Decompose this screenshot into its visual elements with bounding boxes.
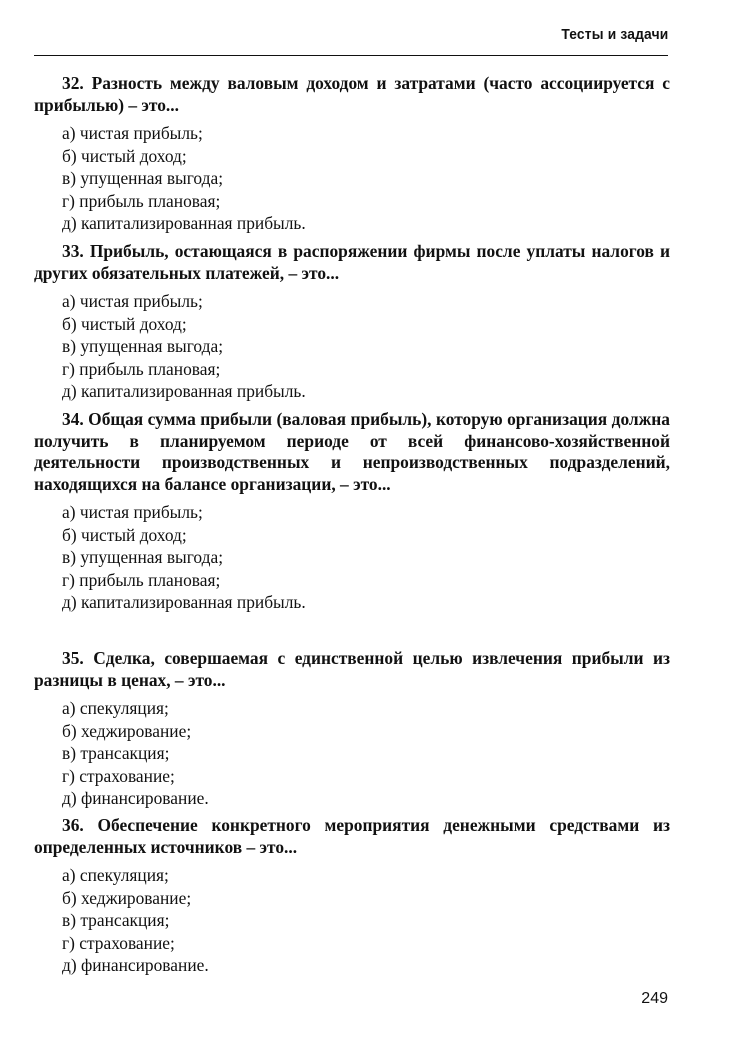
answer-option: г) страхование; (62, 765, 175, 786)
answer-option: в) упущенная выгода; (62, 168, 224, 188)
answer-option: а) чистая прибыль; (62, 291, 203, 311)
answer-option: д) капитализированная прибыль. (62, 381, 306, 401)
answer-option: в) упущенная выгода; (62, 547, 224, 567)
running-header: Тесты и задачи (560, 26, 668, 43)
answer-option: д) финансирование. (62, 788, 209, 808)
answer-option: г) страхование; (62, 932, 175, 953)
question-34 (34, 409, 670, 614)
answer-options (62, 501, 670, 614)
answer-options (62, 122, 670, 235)
answer-option: д) финансирование. (62, 955, 209, 975)
question-text: 35. Сделка, совершаемая с единственной целью извлечения прибыли из разницы в ценах, – это... (34, 648, 670, 690)
page-number: 249 (641, 990, 668, 1007)
answer-option: б) чистый доход; (62, 145, 187, 166)
answer-option: г) прибыль плановая; (62, 569, 221, 590)
answer-option: д) капитализированная прибыль. (62, 213, 306, 233)
question-32 (34, 73, 670, 235)
answer-option: д) капитализированная прибыль. (62, 592, 306, 612)
question-text: 33. Прибыль, остающаяся в распоряжении фирмы после уплаты налогов и других обязательных платежей, – это... (34, 241, 670, 283)
answer-option: б) хеджирование; (62, 887, 192, 908)
question-text: 36. Обеспечение конкретного мероприятия денежными средствами из определенных источников – это... (34, 815, 670, 857)
answer-option: в) трансакция; (62, 743, 170, 763)
answer-option: б) хеджирование; (62, 720, 192, 741)
question-33 (34, 241, 670, 403)
answer-option: б) чистый доход; (62, 313, 187, 334)
header-rule (34, 55, 668, 56)
question-text: 34. Общая сумма прибыли (валовая прибыль), которую организация должна получить в планируемом периоде от всей финансово-хозяйственной деятельности производственных и непроизводственных подразделений, находящихся на балансе организации, – это... (34, 409, 670, 494)
question-35 (34, 648, 670, 810)
answer-option: б) чистый доход; (62, 524, 187, 545)
answer-option: а) спекуляция; (62, 698, 169, 718)
question-36 (34, 815, 670, 977)
answer-option: г) прибыль плановая; (62, 358, 221, 379)
answer-options (62, 864, 670, 977)
answer-option: в) трансакция; (62, 910, 170, 930)
question-text: 32. Разность между валовым доходом и затратами (часто ассоциируется с прибылью) – это... (34, 73, 670, 115)
answer-option: в) упущенная выгода; (62, 336, 224, 356)
answer-option: а) чистая прибыль; (62, 502, 203, 522)
answer-option: а) чистая прибыль; (62, 123, 203, 143)
answer-option: а) спекуляция; (62, 865, 169, 885)
answer-options (62, 290, 670, 403)
answer-options (62, 697, 670, 810)
answer-option: г) прибыль плановая; (62, 190, 221, 211)
